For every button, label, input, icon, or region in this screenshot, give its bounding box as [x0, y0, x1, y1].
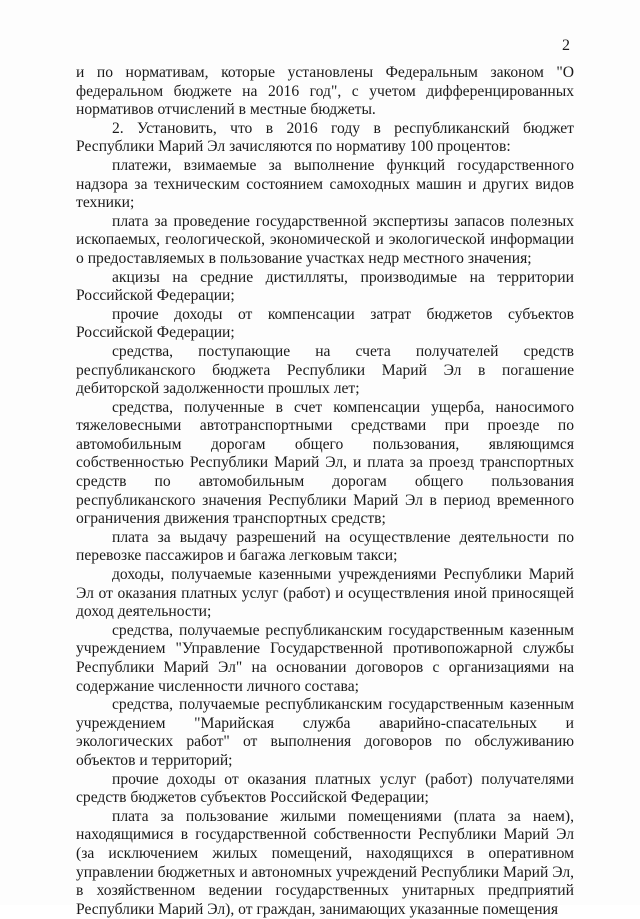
paragraph-housing-rent: плата за пользование жилыми помещениями (плата за наем), находящимися в государственной собственности Республики Марий Эл (за исключением жилых помещений, находящихся в оперативном управлении бюджетных и автономных учреждений Республики Марий Эл, в хозяйственном ведении государственных унитарных предприятий Республики Марий Эл), от граждан, занимающих указанные помещения: [76, 807, 574, 918]
paragraph-mineral-expertise-fees: плата за проведение государственной экспертизы запасов полезных ископаемых, геологической, экономической и экологической информации о предоставляемых в пользование участках недр местного значения;: [76, 212, 574, 267]
paragraph-fire-service-funds: средства, получаемые республиканским государственным казенным учреждением "Управление Государственной противопожарной службы Республики Марий Эл" на основании договоров с организациями на содержание численности личного состава;: [76, 621, 574, 695]
paragraph-distillate-excise: акцизы на средние дистилляты, производимые на территории Российской Федерации;: [76, 268, 574, 305]
paragraph-paid-services-income: прочие доходы от оказания платных услуг (работ) получателями средств бюджетов субъектов Российской Федерации;: [76, 770, 574, 807]
document-body: [76, 64, 574, 919]
paragraph-continuation: и по нормативам, которые установлены Федеральным законом "О федеральном бюджете на 2016 год", с учетом дифференцированных нормативов отчислений в местные бюджеты.: [76, 64, 574, 119]
paragraph-rescue-service-funds: средства, получаемые республиканским государственным казенным учреждением "Марийская служба аварийно-спасательных и экологических работ" от выполнения договоров по обслуживанию объектов и территорий;: [76, 696, 574, 769]
paragraph-item-2: 2. Установить, что в 2016 году в республиканский бюджет Республики Марий Эл зачисляются по нормативу 100 процентов:: [76, 119, 574, 156]
paragraph-state-institution-income: доходы, получаемые казенными учреждениями Республики Марий Эл от оказания платных услуг (работ) и осуществления иной приносящей доход деятельности;: [76, 566, 574, 621]
paragraph-receivables-repayment: средства, поступающие на счета получателей средств республиканского бюджета Республики Марий Эл в погашение дебиторской задолженности прошлых лет;: [76, 342, 574, 398]
paragraph-heavy-vehicle-damage: средства, полученные в счет компенсации ущерба, наносимого тяжеловесными автотранспортными средствами при проезде по автомобильным дорогам общего пользования, являющимся собственностью Республики Марий Эл, и плата за проезд транспортных средств по автомобильным дорогам общего пользования республиканского значения Республики Марий Эл в период временного ограничения движения транспортных средств;: [76, 398, 574, 528]
page-number: 2: [562, 37, 570, 54]
paragraph-cost-compensation-income: прочие доходы от компенсации затрат бюджетов субъектов Российской Федерации;: [76, 305, 574, 342]
paragraph-machinery-supervision-fees: платежи, взимаемые за выполнение функций государственного надзора за техническим состоянием самоходных машин и других видов техники;: [76, 156, 574, 212]
paragraph-taxi-permits: плата за выдачу разрешений на осуществление деятельности по перевозке пассажиров и багажа легковым такси;: [76, 528, 574, 565]
